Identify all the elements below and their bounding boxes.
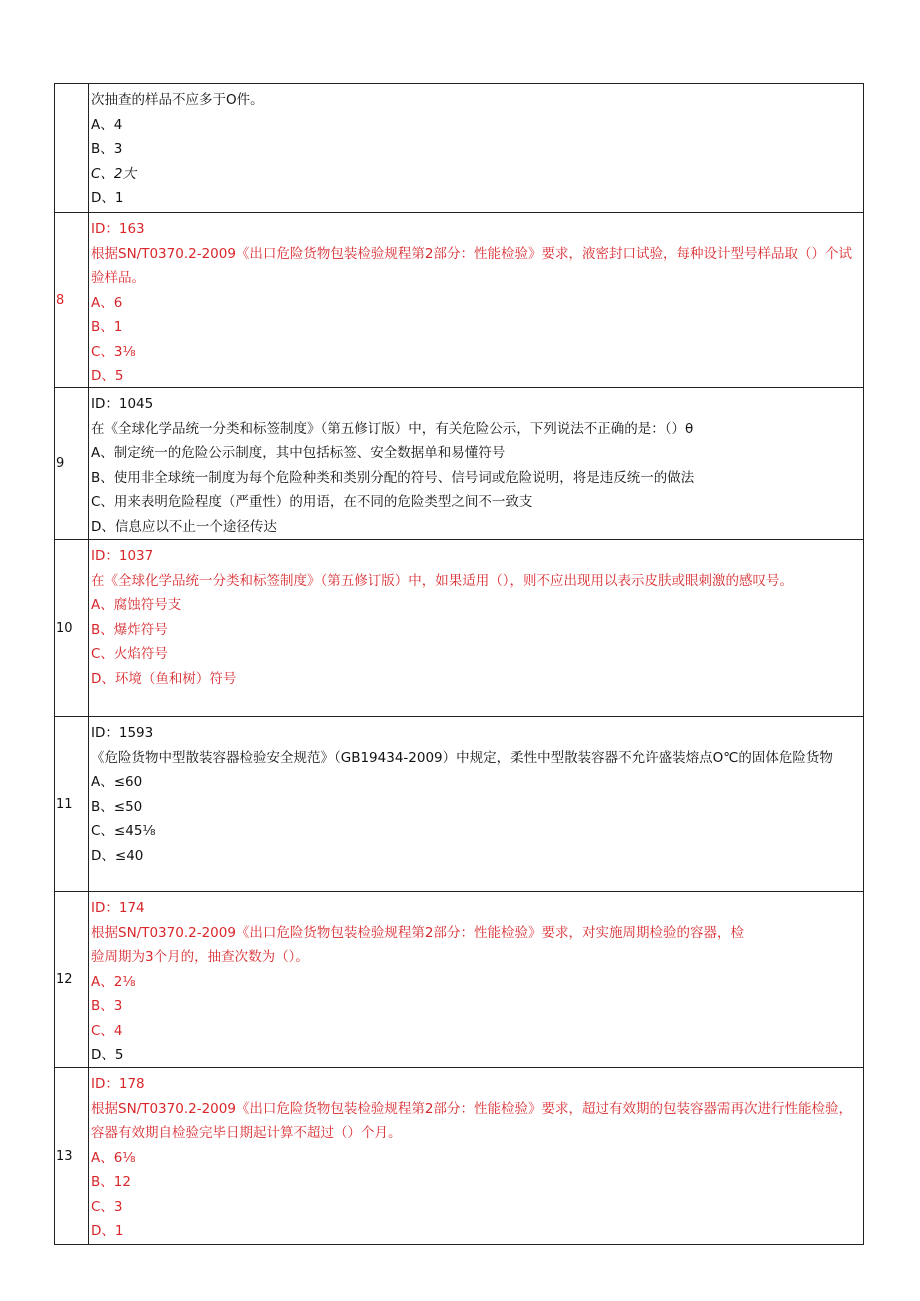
question-cell	[89, 1068, 863, 1244]
table-row	[54, 213, 864, 388]
table-row	[54, 1068, 864, 1245]
question-table	[54, 83, 864, 1245]
table-row	[54, 892, 864, 1068]
option-c: C、3⅛	[91, 343, 136, 360]
row-number: 10	[55, 540, 89, 716]
row-number: 11	[55, 717, 89, 891]
option-b: B、3	[91, 998, 123, 1014]
option-b: B、爆炸符号	[91, 621, 168, 638]
question-text: 次抽查的样品不应多于O件。	[91, 92, 264, 108]
row-number: 12	[55, 892, 89, 1067]
option-c: C、≤45⅛	[91, 823, 156, 839]
question-text-continued: 验周期为3个月的，抽查次数为（）。	[91, 949, 309, 965]
option-b: B、使用非全球统一制度为每个危险种类和类别分配的符号、信号词或危险说明，将是违反统一的做法	[91, 469, 695, 486]
option-a: A、腐蚀符号支	[91, 597, 182, 613]
option-a: A、≤60	[91, 774, 143, 790]
table-row	[54, 84, 864, 213]
option-d: D、环境（鱼和树）符号	[91, 670, 237, 687]
question-id: ID：163	[91, 221, 145, 237]
question-cell	[89, 540, 863, 716]
question-text: 根据SN/T0370.2-2009《出口危险货物包装检验规程第2部分：性能检验》要求，超过有效期的包装容器需再次进行性能检验，容器有效期自检验完毕日期起计算不超过（）个月。	[91, 1100, 853, 1141]
option-b: B、12	[91, 1174, 131, 1190]
option-a: A、制定统一的危险公示制度，其中包括标签、安全数据单和易懂符号	[91, 445, 506, 461]
option-c: C、3	[91, 1198, 123, 1215]
question-cell	[89, 717, 863, 891]
question-text: 在《全球化学品统一分类和标签制度》（第五修订版）中，如果适用（），则不应出现用以表示皮肤或眼刺激的感叹号。	[91, 572, 793, 589]
question-id: ID：1037	[91, 548, 154, 564]
question-text: 在《全球化学品统一分类和标签制度》（第五修订版）中，有关危险公示，下列说法不正确的是：（）θ	[91, 420, 694, 437]
question-id: ID：178	[91, 1076, 145, 1092]
option-d: D、信息应以不止一个途径传达	[91, 518, 277, 535]
table-row	[54, 540, 864, 717]
question-cell	[89, 388, 863, 539]
option-b: B、≤50	[91, 798, 143, 815]
row-number: 9	[55, 388, 89, 539]
option-c: C、用来表明危险程度（严重性）的用语，在不同的危险类型之间不一致支	[91, 494, 533, 510]
table-row	[54, 717, 864, 892]
option-a: A、4	[91, 116, 123, 133]
option-d: D、5	[91, 368, 124, 384]
option-b: B、3	[91, 141, 123, 157]
question-text: 《危险货物中型散装容器检验安全规范》（GB19434-2009）中规定，柔性中型散装容器不允许盛装熔点O℃的固体危险货物	[91, 749, 833, 766]
row-number: 8	[55, 213, 89, 387]
question-id: ID：174	[91, 900, 145, 916]
option-c: C、4	[91, 1022, 123, 1039]
option-c: C、2大	[91, 165, 137, 182]
row-number: 13	[55, 1068, 89, 1244]
question-id: ID：1593	[91, 725, 154, 741]
option-a: A、6	[91, 294, 123, 311]
option-a: A、2⅛	[91, 973, 136, 990]
option-d: D、≤40	[91, 847, 144, 864]
option-b: B、1	[91, 319, 123, 335]
question-id: ID：1045	[91, 396, 154, 412]
option-a: A、6⅛	[91, 1149, 136, 1166]
question-text: 根据SN/T0370.2-2009《出口危险货物包装检验规程第2部分：性能检验》要求，液密封口试验，每种设计型号样品取（）个试验样品。	[91, 245, 853, 286]
option-d: D、1	[91, 190, 124, 206]
table-row	[54, 388, 864, 540]
row-number	[55, 84, 89, 212]
question-cell	[89, 84, 863, 212]
question-cell	[89, 213, 863, 387]
option-c: C、火焰符号	[91, 646, 168, 662]
question-text: 根据SN/T0370.2-2009《出口危险货物包装检验规程第2部分：性能检验》要求，对实施周期检验的容器，检	[91, 924, 745, 941]
question-cell	[89, 892, 863, 1067]
option-d: D、5	[91, 1047, 124, 1063]
option-d: D、1	[91, 1223, 124, 1239]
